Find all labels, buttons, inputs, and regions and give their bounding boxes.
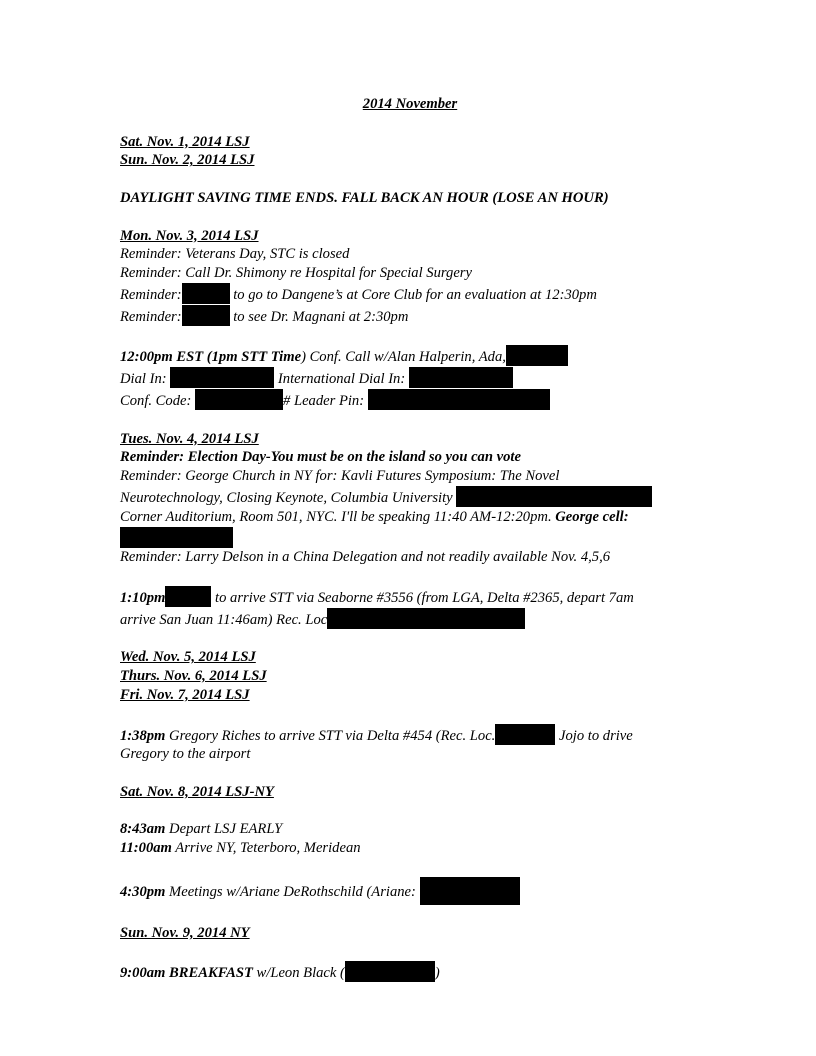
reminder-call-shimony: Reminder: Call Dr. Shimony re Hospital for Special Surgery — [120, 265, 472, 282]
redaction-box — [195, 389, 283, 410]
redaction-box — [506, 345, 568, 366]
riches-entry-line2: Gregory to the airport — [120, 746, 251, 763]
redaction-box — [170, 367, 274, 388]
depart-lsj-entry: 8:43am Depart LSJ EARLY — [120, 821, 283, 838]
date-header-nov3: Mon. Nov. 3, 2014 LSJ — [120, 227, 259, 244]
document-page — [120, 95, 700, 983]
church-reminder-line3: Corner Auditorium, Room 501, NYC. I'll be speaking 11:40 AM-12:20pm. George cell: — [120, 508, 629, 525]
church-reminder-line1: Reminder: George Church in NY for: Kavli Futures Symposium: The Novel — [120, 468, 560, 485]
arrive-ny-entry: 11:00am Arrive NY, Teterboro, Meridean — [120, 840, 361, 857]
conf-call-time: 12:00pm EST (1pm STT Time — [120, 349, 302, 366]
conf-code-line: Conf. Code: # Leader Pin: — [120, 389, 700, 411]
reminder-veterans-day: Reminder: Veterans Day, STC is closed — [120, 246, 350, 263]
date-header-nov6: Thurs. Nov. 6, 2014 LSJ — [120, 668, 267, 685]
date-header-nov1: Sat. Nov. 1, 2014 LSJ — [120, 133, 250, 150]
arrival-entry-line2: arrive San Juan 11:46am) Rec. Loc — [120, 608, 700, 630]
dst-notice: DAYLIGHT SAVING TIME ENDS. FALL BACK AN HOUR (LOSE AN HOUR) — [120, 189, 609, 206]
redaction-box — [345, 961, 435, 982]
dial-in-line: Dial In: International Dial In: — [120, 367, 700, 389]
redaction-box — [120, 527, 233, 548]
date-header-nov7: Fri. Nov. 7, 2014 LSJ — [120, 686, 250, 703]
redaction-box — [495, 724, 555, 745]
date-header-nov4: Tues. Nov. 4, 2014 LSJ — [120, 430, 259, 447]
reminder-magnani: Reminder: to see Dr. Magnani at 2:30pm — [120, 305, 700, 327]
conf-call-entry: 12:00pm EST (1pm STT Time) Conf. Call w/Alan Halperin, Ada, — [120, 345, 700, 367]
date-header-nov2: Sun. Nov. 2, 2014 LSJ — [120, 152, 255, 169]
redaction-box — [456, 486, 652, 507]
church-reminder-line2: Neurotechnology, Closing Keynote, Columbia University — [120, 486, 700, 508]
redaction-box — [182, 283, 230, 304]
riches-entry-line1: 1:38pm Gregory Riches to arrive STT via Delta #454 (Rec. Loc. Jojo to drive — [120, 724, 700, 746]
redaction-box — [165, 586, 211, 607]
date-header-nov5: Wed. Nov. 5, 2014 LSJ — [120, 649, 256, 666]
redaction-box — [182, 305, 230, 326]
redaction-box — [327, 608, 525, 629]
redaction-box — [368, 389, 550, 410]
george-cell-redaction — [120, 527, 700, 549]
date-header-nov9: Sun. Nov. 9, 2014 NY — [120, 924, 250, 941]
election-reminder: Reminder: Election Day-You must be on the island so you can vote — [120, 449, 521, 466]
breakfast-entry: 9:00am BREAKFAST w/Leon Black ( ) — [120, 961, 700, 983]
ariane-meeting-entry: 4:30pm Meetings w/Ariane DeRothschild (Ariane: — [120, 877, 700, 905]
redaction-box — [409, 367, 513, 388]
reminder-dangene: Reminder: to go to Dangene’s at Core Club for an evaluation at 12:30pm — [120, 283, 700, 305]
arrival-entry-line1: 1:10pm to arrive STT via Seaborne #3556 (from LGA, Delta #2365, depart 7am — [120, 586, 700, 608]
delson-reminder: Reminder: Larry Delson in a China Delegation and not readily available Nov. 4,5,6 — [120, 549, 611, 566]
page-title: 2014 November — [362, 96, 458, 112]
redaction-box — [420, 877, 520, 905]
date-header-nov8: Sat. Nov. 8, 2014 LSJ-NY — [120, 783, 274, 800]
